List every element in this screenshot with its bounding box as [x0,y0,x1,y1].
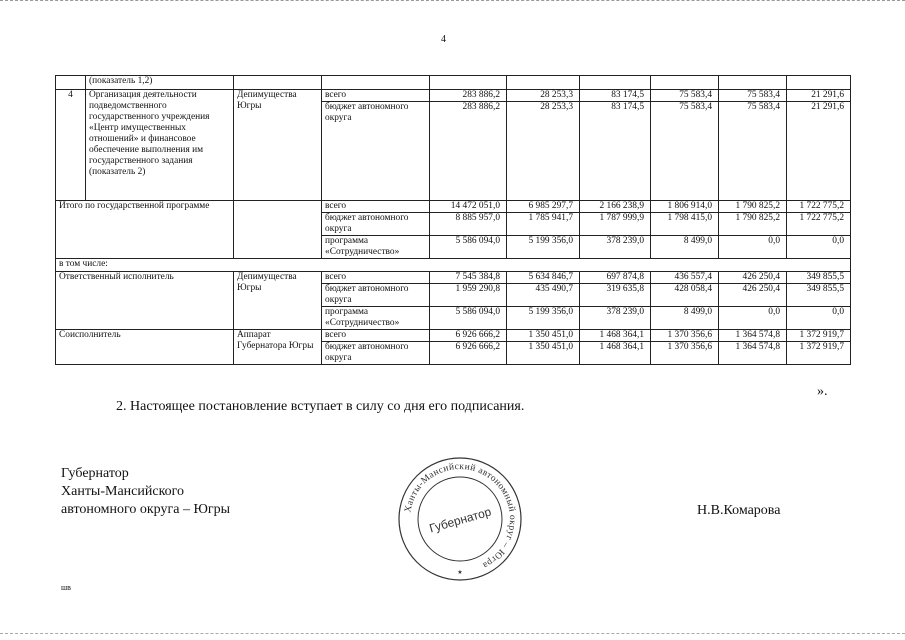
cell-value: 378 239,0 [580,307,651,330]
cell-total-label: Ответственный исполнитель [56,272,234,330]
cell-empty [507,76,580,90]
cell-value: 1 468 364,1 [580,342,651,365]
cell-source: программа «Сотрудничество» [322,307,430,330]
cell-source: бюджет автономного округа [322,284,430,307]
cell-value: 28 253,3 [507,102,580,201]
cell-source: всего [322,201,430,213]
cell-value: 5 586 094,0 [430,236,507,259]
cell-total-label: Соисполнитель [56,330,234,365]
cell-source: бюджет автономного округа [322,102,430,201]
cell-value: 21 291,6 [787,102,851,201]
governor-title-line: Губернатор [61,466,129,481]
table-row [56,330,851,342]
cell-value: 1 790 825,2 [719,213,787,236]
executor-initials: шв [61,583,71,592]
cell-value: 1 959 290,8 [430,284,507,307]
cell-value: 1 370 356,6 [651,342,719,365]
cell-value: 1 370 356,6 [651,330,719,342]
cell-empty [580,76,651,90]
cell-num [56,76,86,90]
closing-quote: ». [817,384,828,399]
cell-source: всего [322,272,430,284]
cell-num: 4 [56,90,86,201]
cell-event: (показатель 1,2) [86,76,234,90]
cell-value: 5 586 094,0 [430,307,507,330]
cell-source: всего [322,330,430,342]
cell-value: 8 499,0 [651,236,719,259]
cell-executor: Депимущества Югры [234,90,322,201]
cell-source: программа «Сотрудничество» [322,236,430,259]
cell-value: 0,0 [719,307,787,330]
cell-empty [651,76,719,90]
cell-source: всего [322,90,430,102]
table-row [56,201,851,213]
cell-value: 75 583,4 [651,102,719,201]
cell-value: 349 855,5 [787,272,851,284]
cell-value: 697 874,8 [580,272,651,284]
table-row [56,90,851,102]
table-row [56,76,851,90]
cell-executor: Депимущества Югры [234,272,322,330]
cell-value: 0,0 [787,236,851,259]
cell-value: 75 583,4 [719,90,787,102]
cell-value: 0,0 [719,236,787,259]
seal-center-text: Губернатор [427,504,493,536]
cell-value: 6 985 297,7 [507,201,580,213]
cell-empty [234,76,322,90]
cell-value: 1 785 941,7 [507,213,580,236]
cell-value: 1 350 451,0 [507,342,580,365]
cell-value: 283 886,2 [430,102,507,201]
clause-2: 2. Настоящее постановление вступает в силу со дня его подписания. [116,399,525,414]
cell-source: бюджет автономного округа [322,213,430,236]
cell-value: 1 806 914,0 [651,201,719,213]
page-number: 4 [441,34,446,45]
governor-title-line: Ханты-Мансийского [61,484,185,499]
governor-title-line: автономного округа – Югры [61,502,230,517]
cell-value: 1 468 364,1 [580,330,651,342]
cell-value: 1 372 919,7 [787,342,851,365]
cell-value: 1 790 825,2 [719,201,787,213]
cell-value: 1 350 451,0 [507,330,580,342]
cell-value: 83 174,5 [580,90,651,102]
cell-value: 5 199 356,0 [507,236,580,259]
signer-name: Н.В.Комарова [697,503,781,518]
cell-value: 8 499,0 [651,307,719,330]
cell-executor [234,201,322,259]
cell-empty [719,76,787,90]
cell-value: 349 855,5 [787,284,851,307]
cell-value: 378 239,0 [580,236,651,259]
cell-value: 0,0 [787,307,851,330]
cell-empty [787,76,851,90]
cell-value: 83 174,5 [580,102,651,201]
cell-value: 1 787 999,9 [580,213,651,236]
cell-value: 5 199 356,0 [507,307,580,330]
governor-title [61,465,230,519]
cell-value: 1 372 919,7 [787,330,851,342]
governor-seal [395,454,525,584]
cell-value: 428 058,4 [651,284,719,307]
cell-value: 283 886,2 [430,90,507,102]
seal-ring-text: Ханты-Мансийский автономный округ – Югра [403,461,518,571]
cell-event: Организация деятельности подведомственного государственного учреждения «Центр имущественных отношений» и финансовое обеспечение выполнения им государственного задания (показатель 2) [86,90,234,201]
scan-bottom-edge [0,633,905,635]
cell-value: 1 364 574,8 [719,342,787,365]
cell-section-label: в том числе: [56,259,851,272]
cell-value: 319 635,8 [580,284,651,307]
cell-empty [322,76,430,90]
cell-value: 28 253,3 [507,90,580,102]
cell-value: 436 557,4 [651,272,719,284]
cell-source: бюджет автономного округа [322,342,430,365]
cell-value: 1 722 775,2 [787,213,851,236]
cell-value: 1 364 574,8 [719,330,787,342]
budget-table [55,75,851,365]
cell-value: 21 291,6 [787,90,851,102]
seal-star-icon: ★ [457,570,463,576]
cell-value: 1 722 775,2 [787,201,851,213]
cell-value: 14 472 051,0 [430,201,507,213]
cell-value: 435 490,7 [507,284,580,307]
table-row [56,259,851,272]
cell-value: 8 885 957,0 [430,213,507,236]
cell-value: 426 250,4 [719,284,787,307]
cell-value: 6 926 666,2 [430,342,507,365]
cell-value: 6 926 666,2 [430,330,507,342]
cell-value: 426 250,4 [719,272,787,284]
cell-empty [430,76,507,90]
cell-value: 1 798 415,0 [651,213,719,236]
cell-executor: Аппарат Губернатора Югры [234,330,322,365]
cell-value: 7 545 384,8 [430,272,507,284]
cell-value: 75 583,4 [719,102,787,201]
cell-total-label: Итого по государственной программе [56,201,234,259]
table-row [56,272,851,284]
scan-top-edge [0,0,905,2]
cell-value: 5 634 846,7 [507,272,580,284]
cell-value: 75 583,4 [651,90,719,102]
cell-value: 2 166 238,9 [580,201,651,213]
